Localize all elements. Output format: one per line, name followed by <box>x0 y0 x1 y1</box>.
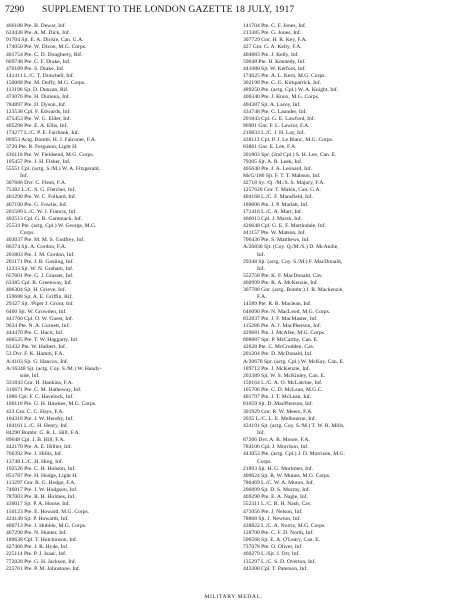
medal-entry: 89648 Cpl. J. B. Hill, F.A. <box>6 437 65 444</box>
medal-entry: 225114 Pte. P. J. Isaac, Inf. <box>6 551 67 558</box>
medal-entry: 150068 Pte. M. Duffy, M.G. Corps. <box>6 80 86 87</box>
entry-continuation: Inf. <box>20 172 28 179</box>
medal-entry: 63432 Pte. W. Halbert, Inf. <box>6 344 67 351</box>
medal-entry: 441080 Sjt. W. Kerfoot, Inf. <box>243 65 306 72</box>
medal-entry: 402513 Cpl. G. B. Gammack, Inf. <box>6 215 83 222</box>
medal-entry: 81659 Sjt. D. MacPherson, Inf. <box>243 401 313 408</box>
medal-entry: 42628 Pte. C. McCrudden, Cav. <box>243 344 315 351</box>
medal-entry: 75382 L./C. S. G. Fletcher, Inf. <box>6 187 76 194</box>
medal-entry: 624438 Pte. A. M. Dick, Inf. <box>6 30 71 37</box>
medal-entry: 174050 Pte. W. Dixon, M.G. Corps. <box>6 44 87 51</box>
medal-entry: 201589 L./C. W. J. Francis, Inf. <box>6 208 77 215</box>
medal-entry: 443053 Pte. (actg. Cpl.) J. D. Morrison, M.G. <box>243 451 346 458</box>
medal-entry: 225761 Pte. P. M. Johnstone, Inf. <box>6 565 81 572</box>
medal-entry: 1257620 Gnr. T. Makin, Can. G.A. <box>243 187 321 194</box>
medal-entry: 467190 Pte. G. Fowlie, Inf. <box>6 201 68 208</box>
medal-entry: 307686 Dvr. C. Flesh, F.A. <box>6 180 67 187</box>
medal-entry: 669748 Pte. C. F. Drake, Inf. <box>6 58 71 65</box>
medal-entry: 192526 Pte. C. H. Hobson, Inf. <box>6 465 76 472</box>
medal-entry: 401797 Pte. J. T. McLean, Inf. <box>243 394 312 401</box>
entry-continuation: Inf. <box>257 430 265 437</box>
medal-entry: 506568 Sjt. E. A. O'Leary, Can. E. <box>243 537 321 544</box>
medal-entry: 772028 Pte. G. H. Jackson, Inf. <box>6 558 77 565</box>
medal-entry: 79305 Sjt. A. R. Leek, Inf. <box>243 158 303 165</box>
medal-entry: 213385 Pte. G. Jones, Inf. <box>243 30 302 37</box>
medal-entry: 331843 Gnr. H. Hankins, F.A. <box>6 380 74 387</box>
medal-entry: 466013 Cpl. J. Marsh, Inf. <box>243 215 303 222</box>
medal-entry: 141704 Pte. C. F. Jones, Inf. <box>243 23 307 29</box>
medal-entry: 404168 L./C. F. Mansfield, Inf. <box>243 194 313 201</box>
medal-entry: 400713 Pte. J. Hubble, M.G. Corps. <box>6 522 87 529</box>
medal-entry: 737078 Pte. O. Oliver, Inf. <box>243 544 303 551</box>
medal-entry: McG/186 Sjt. F. T. T. Mabson, Inf. <box>243 172 321 179</box>
right-column <box>243 23 461 573</box>
medal-entry: 427466 Pte. J. R. Hyde, Inf. <box>6 544 69 551</box>
medal-entry: 404883 Pte. J. Kelly, Inf. <box>243 51 299 58</box>
medal-entry: 159688 Sjt. A. E. Griffin, Rif. <box>6 294 73 301</box>
medal-entry: 469290 Pte. E. A. Nagle, Inf. <box>243 494 308 501</box>
medal-entry: 12233 Sjt. W. N. Graham, Inf. <box>6 265 74 272</box>
medal-entry: 436116 Pte. W. Fieldsend, M.G. Corps. <box>6 151 94 158</box>
page-header <box>5 4 460 18</box>
medal-entry: 201204 Pte. D. McDonald, Inf. <box>243 351 313 358</box>
medal-entry: 307729 Gnr. H. R. Key, F.A. <box>243 37 307 44</box>
medal-entry: 115286 Pte. A. J. MacPherson, Inf. <box>243 322 322 329</box>
medal-entry: 14589 Pte. R. B. Maclean, Inf. <box>243 301 312 308</box>
medal-entry: 646090 Pte. N. MacLeod, M.G. Corps. <box>243 308 331 315</box>
medal-entry: 400624 Sjt. R. W. Munns, M.G. Corps. <box>243 472 331 479</box>
gazette-title: SUPPLEMENT TO THE LONDON GAZETTE 18 JULY, 1917 <box>42 4 295 15</box>
medal-entry: 301929 Gnr. R. W. Meers, F.A. <box>243 408 313 415</box>
medal-entry: 189712 Pte. J. McKenzie, Inf. <box>243 365 311 372</box>
medal-entry: A/26830 Sjt. (Coy. Q./M./S.) D. McAndie, <box>243 244 339 251</box>
medal-entry: 746017 Pte. J. W. Hodgson, Inf. <box>6 487 78 494</box>
medal-entry: 141411 L./C. T. Drawbell, Inf. <box>6 72 75 79</box>
medal-entry: 784897 Pte. D. Dyson, Inf. <box>6 101 67 108</box>
medal-entry: 59048 Pte. H. Kennedy, Inf. <box>243 58 306 65</box>
medal-entry: 180638 Cpl. T. Hutchinson, Inf. <box>6 537 78 544</box>
medal-entry: 460279 L./Sjt. J. Orr, Inf. <box>243 551 300 558</box>
medal-entry: 403037 Pte. M. M. S. Godfrey, Inf. <box>6 237 85 244</box>
medal-entry: 307788 Gnr. (actg. Bombr.) J. R. Mackenzie, <box>243 287 344 294</box>
medal-entry: 427 Gnr. G. A. Kelly, F.A. <box>243 44 302 51</box>
medal-entry: 3720 Pte. R. Ferguson, Light H. <box>6 144 78 151</box>
medal-entry: 442170 Pte. A. E. Hillier, Inf. <box>6 444 72 451</box>
entry-continuation: F.A. <box>257 294 267 301</box>
medal-entry: 104318 Pte. J. W. Hendry, Inf. <box>6 415 74 422</box>
medal-entry: 128700 Pte. C. F. D. North, Inf. <box>243 529 314 536</box>
medal-entry: 180606 Pte. J. P. Marlatt, Inf. <box>243 201 309 208</box>
medal-entry: 301803 Spr. (2nd Cpl.) S. H. Lee, Can. E. <box>243 151 337 158</box>
medal-entry: 150123 Pte. E. Howard, M.G. Corps. <box>6 508 90 515</box>
medal-entry: 552311 L./C. R. H. Nash, Cav. <box>243 501 312 508</box>
medal-entry: 86953 Actg. Bombr. H. J. Falconer, F.A. <box>6 137 97 144</box>
medal-entry: 84290 Bombr. G. R. L. Hill, F.A. <box>6 430 80 437</box>
medal-entry: 86374 Sjt. A. Gordon, F.A. <box>6 244 67 251</box>
medal-entry: 203389 Sjt. W. S. McKinley, Can. E. <box>243 372 326 379</box>
medal-entry: 466188 Pte. B. Dewar, Inf. <box>6 23 67 29</box>
medal-entry: 310671 Pte. C. M. Hatheway, Inf. <box>6 387 82 394</box>
medal-entry: A/16348 Sjt. (actg. Coy. S./M.) W. Handy- <box>6 365 102 372</box>
medal-entry: 406340 Pte. J. Knox, M.G. Corps. <box>243 94 320 101</box>
medal-entry: 401754 Pte. C. D. Dougherty, Rif. <box>6 51 83 58</box>
medal-entry: 83861 Gnr. E. Lee, F.A. <box>243 144 297 151</box>
medal-entry: 91704 Sjt. E. A. Dickie, Can. G.A. <box>6 37 84 44</box>
medal-entry: 475453 Pte. W. G. Elder, Inf. <box>6 115 72 122</box>
medal-entry: 135297 L./C. S. D. Overton, Inf. <box>243 558 316 565</box>
medal-entry: 201803 Pte. J. M. Gordon, Inf. <box>6 251 75 258</box>
entry-continuation: side, Inf. <box>20 372 40 379</box>
medal-entry: 6460 Sjt. W. Growden, Inf. <box>6 308 67 315</box>
medal-entry: 430017 Sjt. P. A. House, Inf. <box>6 501 71 508</box>
medal-entry: 105706 Pte. C. D. McLean, M.G.C. <box>243 387 323 394</box>
medal-entry: 433 Gnr. C. C. Hays, F.A. <box>6 408 64 415</box>
entry-continuation: Inf. <box>257 265 265 272</box>
medal-entry: 171416 L./C. A. Marr, Inf. <box>243 208 303 215</box>
medal-entry: 174277 L./C. P. E. Fairbank, Inf. <box>6 130 80 137</box>
medal-entry: 784106 Cpl. J. Morrison, Inf. <box>243 444 309 451</box>
medal-entry: 201843 Cpl. G. E. Lawford, Inf. <box>243 115 316 122</box>
medal-entry: 460999 Pte. R. A. McKenzie, Inf. <box>243 280 319 287</box>
medal-entry: 467290 Pte. N. Hunter, Inf. <box>6 529 67 536</box>
medal-entry: 13748 L./C. H. Hing, Inf. <box>6 458 64 465</box>
medal-entry: 302198 Pte. C. G. Kirkpatrick, Inf. <box>243 80 321 87</box>
medal-entry: 210833 L./C. J. H. Lay, Inf. <box>243 130 305 137</box>
medal-entry: 466525 Pte. T. W. Haggarty, Inf. <box>6 337 79 344</box>
medal-entry: 473076 Pte. H. Durieux, Inf. <box>6 94 71 101</box>
medal-entry: 86901 Gnr. F. L. Lawlor, F.A. <box>243 122 310 129</box>
medal-entry: 405640 Pte. J. A. Leonard, Inf. <box>243 165 312 172</box>
medal-entry: 21893 Sjt. H. G. Mortimer, Inf. <box>243 465 314 472</box>
medal-entry: 63385 Cpl. R. Greenway, Inf. <box>6 280 73 287</box>
medal-entry: 657601 Pte. G. J. Grasser, Inf. <box>6 272 74 279</box>
page-number: 7290 <box>5 4 25 15</box>
entry-continuation: Corps. <box>257 458 272 465</box>
medal-entry: 123538 Cpl. F. Edwards, Inf. <box>6 108 71 115</box>
medal-entry: 429681 Pte. J. McAfee, M.G. Corps. <box>243 330 326 337</box>
medal-entry: 42718 Sy. /Q. /M./S. S. Majury, F.A. <box>243 180 325 187</box>
medal-entry: 706436 Pte. S. Matthews, Inf. <box>243 237 310 244</box>
medal-entry: 404387 Sjt. A. Lacey, Inf. <box>243 101 301 108</box>
medal-entry: 9634 Pte. N. A. Gurnett, Inf. <box>6 322 70 329</box>
medal-entry: A/20670 Spr. (actg. Cpl.) W. McKay, Can. E. <box>243 358 345 365</box>
medal-entry: 174625 Pte. A. L. Kern, M.G. Corps. <box>243 72 326 79</box>
medal-entry: 434748 Pte. C. Launder, Inf. <box>243 108 307 115</box>
medal-entry: 552758 Pte. K. F. MacDonald, Cav. <box>243 272 323 279</box>
entry-continuation: Corps. <box>20 230 35 237</box>
medal-entry: 766392 Pte. J. Hillis, Inf. <box>6 451 63 458</box>
medal-entry: 2035 L./C. L. E. Melbourne, Inf. <box>243 415 317 422</box>
medal-entry: 441760 Cpl. O. W. Guest, Inf. <box>6 315 74 322</box>
medal-entry: 438822 L./C. A. Norris, M.G. Corps. <box>243 522 326 529</box>
medal-entry: 201171 Pte. J. B. Gosling, Inf. <box>6 258 74 265</box>
medal-entry: 441157 Pte. W. Matson, Inf. <box>243 230 306 237</box>
medal-entry: 105457 Pte. J. H. Fisher, Inf. <box>6 158 71 165</box>
left-column <box>6 23 224 573</box>
medal-entry: 29327 Sjt. /Piper J. Grout, Inf. <box>6 301 74 308</box>
medal-entry: 53 Dvr. F. K. Hamm, F.A. <box>6 351 64 358</box>
medal-entry: 438113 Cpl. P. J. Le Blanc, M.G. Corps. <box>243 137 334 144</box>
medal-entry: 405298 Pte. E. A. Ellis, Inf. <box>6 122 68 129</box>
medal-entry: 78868 Sjt. J. Newton, Inf. <box>243 515 301 522</box>
medal-entry: 786469 L./C. W. A. Munro, Inf. <box>243 480 315 486</box>
medal-entry: 471056 Pte. J. Nelson, Inf. <box>243 508 303 515</box>
medal-entry: 55551 Cpl. (actg. S./M.) W. A. Fitzgerald, <box>6 165 101 172</box>
medal-entry: 489250 Pte. (actg. Cpl.) W. A. Knight, Inf. <box>243 87 339 94</box>
medal-entry: 461290 Pte. W. C. Folkard, Inf. <box>6 194 77 201</box>
medal-entry: 29348 Sjt. (actg. Coy. S./M.) F. MacDonald, <box>243 258 343 265</box>
medal-entry: 113196 Sjt. D. Duncan, Rif. <box>6 87 69 94</box>
medal-entry: 113297 Gnr. R. G. Hodge, F.A. <box>6 480 76 486</box>
medal-entry: 87206 Dvr. A. R. Moore, F.A. <box>243 437 310 444</box>
section-footer: MILITARY MEDAL. <box>204 594 263 600</box>
medal-entry: 1086 Cpl. F. C. Havelock, Inf. <box>6 394 74 401</box>
entry-continuation: Inf. <box>257 251 265 258</box>
medal-entry: 787003 Pte. R. H. Holmes, Inf. <box>6 494 76 501</box>
medal-entry: 206899 Sjt. D. S. Murray, Inf. <box>243 487 311 494</box>
medal-entry: 25534 Pte. (actg. Cpl.) W. George, M.G. <box>6 222 97 229</box>
medal-entry: A/4103 Sjt. G. Hancox, Inf. <box>6 358 69 365</box>
medal-entry: 851787 Pte. H. Hodge, Light H. <box>6 472 78 479</box>
medal-entry: 150164 L./C. A. O. McLatchie, Inf. <box>243 380 323 387</box>
medal-entry: 424149 Sjt. P. Howarth, Inf. <box>6 515 69 522</box>
medal-entry: 100110 Pte. G. H. Hawkes, M.G. Corps. <box>6 401 97 408</box>
medal-entry: 406304 Sjt. H. Grieve, Inf. <box>6 287 66 294</box>
medal-entry: 426648 Cpl. G. E. F. Martindale, Inf. <box>243 222 326 229</box>
medal-entry: 184161 L./C. H. Henry, Inf. <box>6 422 69 429</box>
medal-entry: 434191 Sjt. (actg. Coy. S./M.) T. W. R. Mills, <box>243 422 345 429</box>
medal-entry: 443308 Cpl. T. Paterson, Inf. <box>243 565 308 572</box>
medal-entry: 808887 Spr. P. McCarthy, Can. E. <box>243 337 319 344</box>
medal-entry: 832837 Pte. J. F. MacMaster, Inf. <box>243 315 318 322</box>
medal-entry: 470189 Pte. S. Drake, Inf. <box>6 65 65 72</box>
medal-entry: 444470 Pte. C. Hacit, Inf. <box>6 330 64 337</box>
